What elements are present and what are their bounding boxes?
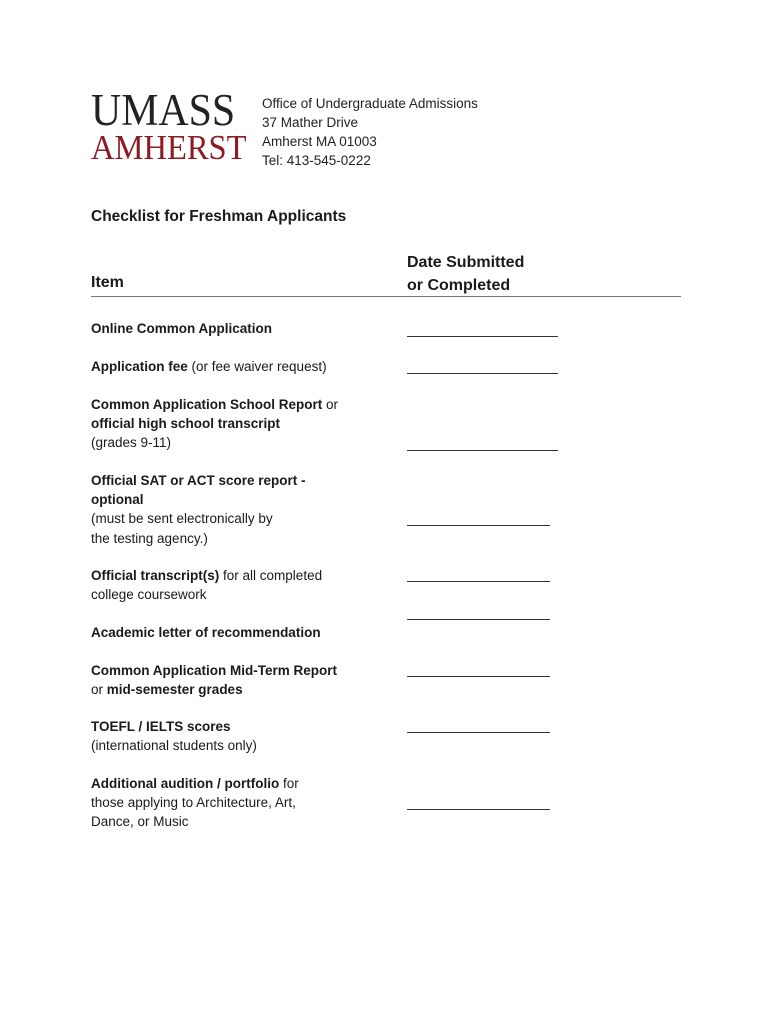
city-state-zip: Amherst MA 01003 bbox=[262, 134, 377, 149]
date-blank-line[interactable] bbox=[407, 450, 558, 451]
office-address bbox=[262, 94, 478, 170]
item-label-continued: official high school transcript bbox=[91, 416, 281, 432]
column-header-item: Item bbox=[91, 274, 124, 291]
item-label: Common Application Mid-Term Report bbox=[91, 663, 337, 678]
page-title: Checklist for Freshman Applicants bbox=[91, 208, 347, 225]
date-header-line2: or Completed bbox=[407, 277, 511, 294]
logo-umass-text: UMASS bbox=[91, 85, 236, 135]
date-header-line1: Date Submitted bbox=[407, 254, 525, 271]
umass-amherst-logo bbox=[91, 85, 258, 167]
item-note: (or fee waiver request) bbox=[187, 359, 327, 374]
item-label: Official SAT or ACT score report - bbox=[91, 473, 306, 488]
item-note: (must be sent electronically by bbox=[91, 511, 273, 527]
item-note: (grades 9-11) bbox=[91, 435, 172, 451]
office-name: Office of Undergraduate Admissions bbox=[262, 96, 478, 111]
date-blank-line[interactable] bbox=[407, 619, 550, 620]
date-blank-line[interactable] bbox=[407, 336, 558, 337]
date-blank-line[interactable] bbox=[407, 732, 550, 733]
item-note: (international students only) bbox=[91, 738, 257, 754]
item-label: Online Common Application bbox=[91, 321, 272, 336]
item-label: Application fee bbox=[91, 359, 188, 374]
date-blank-line[interactable] bbox=[407, 525, 550, 526]
item-label: Additional audition / portfolio bbox=[91, 776, 280, 791]
checklist-item-common-application bbox=[91, 319, 391, 338]
item-label: Common Application School Report bbox=[91, 397, 323, 412]
item-note-continued: those applying to Architecture, Art, bbox=[91, 795, 296, 811]
item-note-continued: college coursework bbox=[91, 587, 207, 603]
item-note: or bbox=[91, 682, 107, 698]
logo-amherst-text: AMHERST bbox=[91, 128, 247, 167]
item-note: or bbox=[322, 397, 339, 412]
checklist-item-toefl-ielts bbox=[91, 717, 391, 755]
item-note: for all completed bbox=[219, 568, 323, 583]
date-blank-line[interactable] bbox=[407, 676, 550, 677]
item-label-continued: mid-semester grades bbox=[106, 682, 243, 698]
item-note-continued: the testing agency.) bbox=[91, 530, 208, 546]
item-label-continued: optional bbox=[91, 492, 144, 508]
column-header-date bbox=[407, 251, 524, 297]
phone-number: Tel: 413-545-0222 bbox=[262, 153, 371, 168]
item-label: Official transcript(s) bbox=[91, 568, 220, 583]
checklist-item-recommendation bbox=[91, 623, 391, 642]
date-blank-line[interactable] bbox=[407, 809, 550, 810]
checklist-item-audition-portfolio bbox=[91, 774, 391, 832]
checklist-item-midterm-report bbox=[91, 661, 391, 699]
checklist-item-sat-act bbox=[91, 471, 391, 548]
checklist-item-school-report bbox=[91, 395, 391, 453]
date-blank-line[interactable] bbox=[407, 581, 550, 582]
date-blank-line[interactable] bbox=[407, 373, 558, 374]
header-divider bbox=[91, 296, 681, 297]
item-label: TOEFL / IELTS scores bbox=[91, 719, 231, 734]
checklist-item-official-transcripts bbox=[91, 566, 391, 604]
item-note-continued: Dance, or Music bbox=[91, 814, 189, 830]
street-address: 37 Mather Drive bbox=[262, 115, 359, 130]
item-note: for bbox=[279, 776, 299, 791]
checklist-item-application-fee bbox=[91, 357, 391, 376]
item-label: Academic letter of recommendation bbox=[91, 625, 321, 640]
